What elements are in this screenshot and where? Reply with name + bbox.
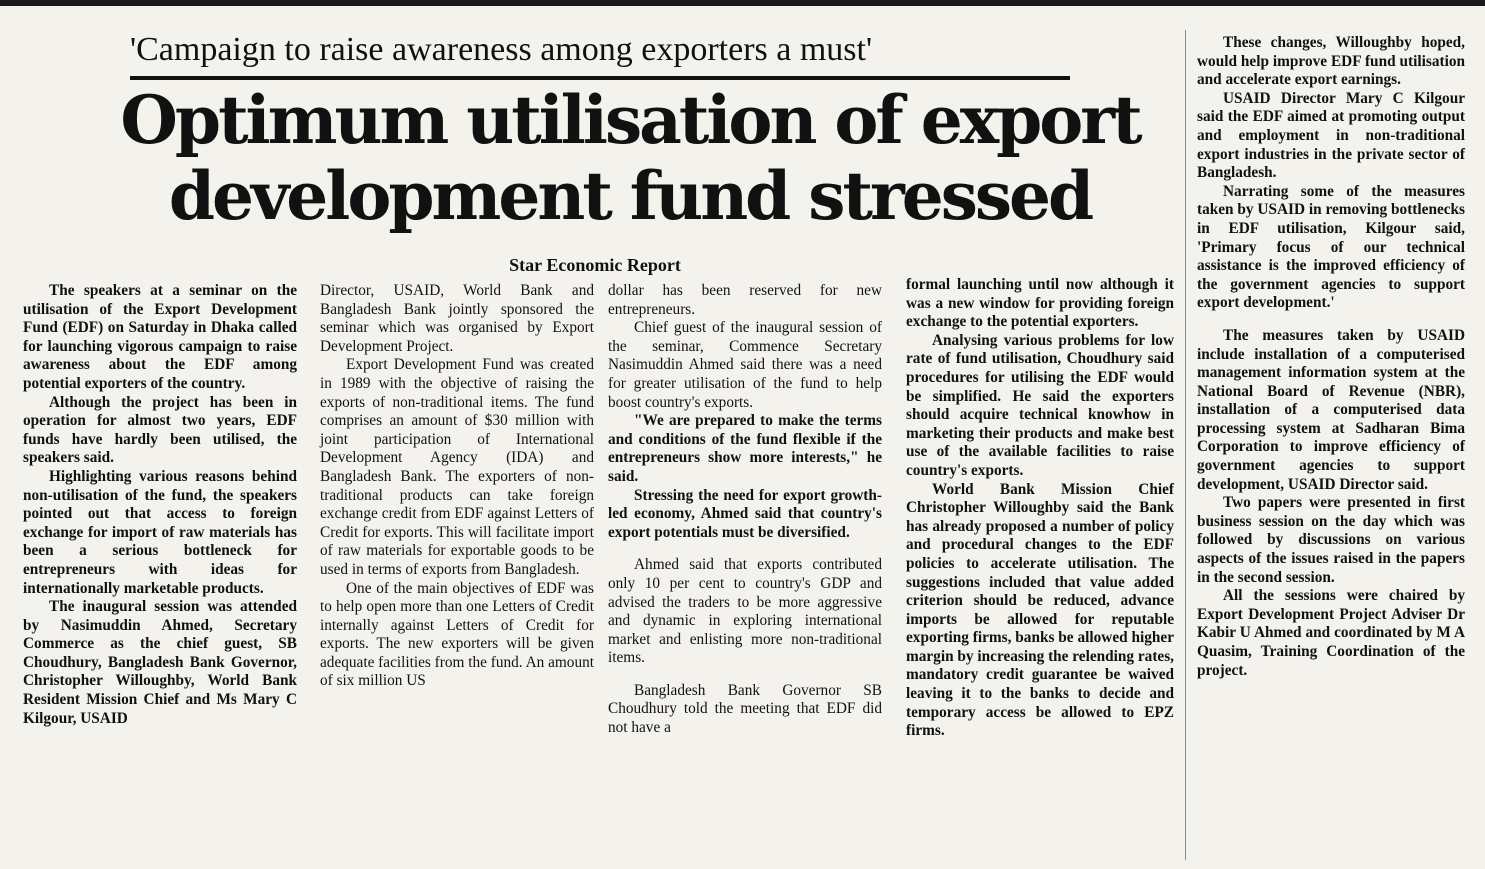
paragraph-gap <box>1197 313 1465 327</box>
article-column-1 <box>23 282 297 728</box>
paragraph: USAID Director Mary C Kilgour said the EDF aimed at promoting output and employment in non-traditional export industries in the private sector of Bangladesh. <box>1197 89 1465 182</box>
page-top-rule <box>0 0 1485 6</box>
paragraph: Narrating some of the measures taken by USAID in removing bottlenecks in EDF utilisation, Kilgour said, 'Primary focus of our technical assistance is the improved efficiency of the government agencies to support export development.' <box>1197 182 1465 312</box>
paragraph-gap <box>608 668 882 682</box>
column-divider <box>1185 30 1186 860</box>
article-column-4 <box>906 276 1174 741</box>
paragraph: These changes, Willoughby hoped, would help improve EDF fund utilisation and accelerate export earnings. <box>1197 34 1465 89</box>
paragraph: The measures taken by USAID include installation of a computerised management information system at the National Board of Revenue (NBR), installation of a computerised data processing system at Sadharan Bima Corporation to improve efficiency of government agencies to support development, USAID Director said. <box>1197 326 1465 493</box>
paragraph: Export Development Fund was created in 1989 with the objective of raising the exports of non-traditional items. The fund comprises an amount of $30 million with joint participation of International Development Agency (IDA) and Bangladesh Bank. The exporters of non-traditional products can take foreign exchange credit from EDF against Letters of Credit for exports. This will facilitate import of raw materials for exportable goods to be used in terms of exports from Bangladesh. <box>320 356 594 578</box>
paragraph: dollar has been reserved for new entrepreneurs. <box>608 282 882 318</box>
paragraph: Stressing the need for export growth-led economy, Ahmed said that country's export potentials must be diversified. <box>608 486 882 541</box>
headline-line-2: development fund stressed <box>168 157 1092 235</box>
paragraph: Director, USAID, World Bank and Bangladesh Bank jointly sponsored the seminar which was organised by Export Development Project. <box>320 282 594 355</box>
headline-line-1: Optimum utilisation of export <box>120 81 1140 159</box>
paragraph: The speakers at a seminar on the utilisation of the Export Development Fund (EDF) on Saturday in Dhaka called for launching vigorous campaign to raise awareness about the EDF among potential exporters of the country. <box>23 282 297 392</box>
paragraph: One of the main objectives of EDF was to help open more than one Letters of Credit internally against Letters of Credit for exports. The new exporters will be given adequate facilities from the fund. An amount of six million US <box>320 579 594 690</box>
paragraph: World Bank Mission Chief Christopher Willoughby said the Bank has already proposed a number of policy and procedural changes to the EDF policies to accelerate utilisation. The suggestions included that value added criterion should be reduced, advance imports be allowed for reputable exporting firms, banks be allowed higher margin by increasing the relending rates, mandatory credit guarantee be waived leaving it to the banks to decide and temporary access be allowed to EPZ firms. <box>906 480 1174 740</box>
paragraph: Bangladesh Bank Governor SB Choudhury told the meeting that EDF did not have a <box>608 681 882 737</box>
article-column-3 <box>608 282 882 738</box>
paragraph: Highlighting various reasons behind non-utilisation of the fund, the speakers pointed out that access to foreign exchange for import of raw materials has been a serious bottleneck for entrepreneurs with ideas for internationally marketable products. <box>23 467 297 597</box>
paragraph: Chief guest of the inaugural session of the seminar, Commence Secretary Nasimuddin Ahmed said there was a need for greater utilisation of the fund to help boost country's exports. <box>608 319 882 411</box>
headline <box>70 82 1190 234</box>
article-column-5 <box>1197 34 1465 680</box>
paragraph: Analysing various problems for low rate of fund utilisation, Choudhury said procedures for utilising the EDF would be simplified. He said the exporters should acquire technical knowhow in marketing their products and make best use of the available facilities to raise country's exports. <box>906 331 1174 479</box>
paragraph: formal launching until now although it was a new window for providing foreign exchange to the potential exporters. <box>906 276 1174 331</box>
paragraph: All the sessions were chaired by Export Development Project Adviser Dr Kabir U Ahmed and coordinated by M A Quasim, Training Coordination of the project. <box>1197 587 1465 679</box>
paragraph: "We are prepared to make the terms and conditions of the fund flexible if the entrepreneurs show more interests," he said. <box>608 412 882 485</box>
paragraph: Two papers were presented in first business session on the day which was followed by discussions on various aspects of the issues raised in the papers in the second session. <box>1197 494 1465 586</box>
paragraph: The inaugural session was attended by Nasimuddin Ahmed, Secretary Commerce as the chief guest, SB Choudhury, Bangladesh Bank Governor, Christopher Willoughby, World Bank Resident Mission Chief and Ms Mary C Kilgour, USAID <box>23 598 297 727</box>
paragraph-gap <box>608 542 882 556</box>
byline: Star Economic Report <box>509 255 681 275</box>
paragraph: Although the project has been in operation for almost two years, EDF funds have hardly been utilised, the speakers said. <box>23 393 297 467</box>
article-column-2 <box>320 282 594 691</box>
kicker-subheadline: 'Campaign to raise awareness among exporters a must' <box>130 28 1070 80</box>
paragraph: Ahmed said that exports contributed only 10 per cent to country's GDP and advised the traders to be more aggressive and dynamic in exploring international market and enlisting more non-traditional items. <box>608 556 882 667</box>
